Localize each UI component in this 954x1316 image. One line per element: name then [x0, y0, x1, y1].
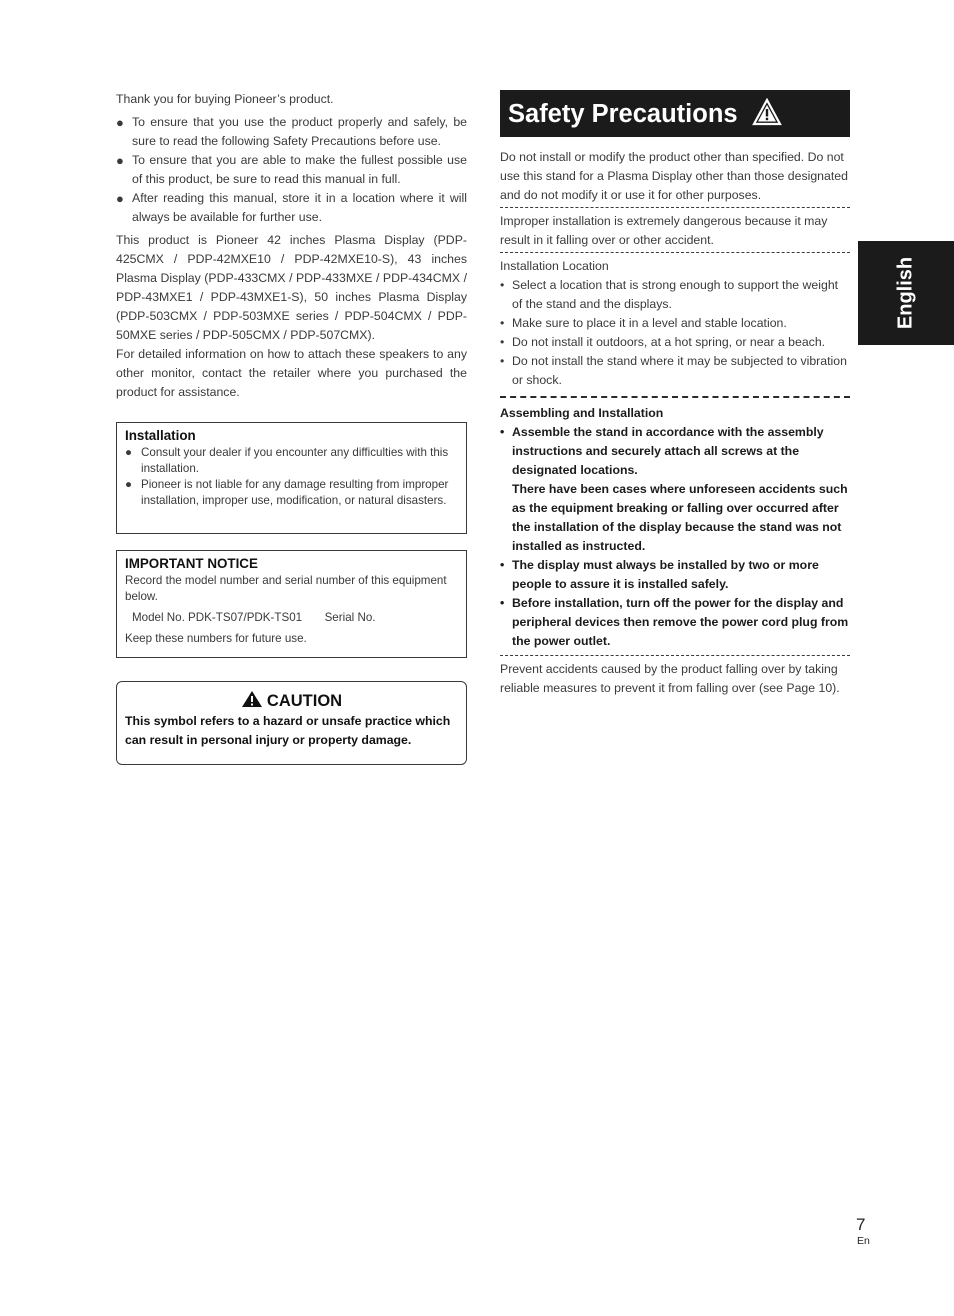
assembling-bullet-text: Assemble the stand in accordance with the assembly instructions and securely attach all screws at the designated locations.	[512, 425, 824, 477]
bullet-dot-icon: •	[500, 278, 505, 292]
location-bullet	[500, 276, 850, 314]
intro-bullet-text: To ensure that you use the product properly and safely, be sure to read the following Safety Precautions before use.	[132, 115, 467, 148]
notice-title: IMPORTANT NOTICE	[125, 556, 258, 571]
safety-title: Safety Precautions	[508, 100, 738, 128]
assembling-bullet	[500, 556, 850, 594]
prevent-paragraph: Prevent accidents caused by the product falling over by taking reliable measures to prevent it from falling over (see Page 10).	[500, 662, 840, 695]
bullet-dot-icon: ●	[125, 478, 133, 491]
bullet-dot-icon: •	[500, 425, 505, 439]
assembling-title: Assembling and Installation	[500, 406, 664, 420]
serial-label: Serial No.	[324, 611, 376, 624]
caution-box	[116, 681, 467, 765]
location-title: Installation Location	[500, 259, 609, 273]
safety-banner	[500, 90, 850, 137]
assembling-bullet	[500, 594, 850, 651]
warning-triangle-icon	[241, 690, 263, 708]
notice-text: Record the model number and serial number of this equipment below.	[125, 574, 447, 603]
important-notice-box	[116, 550, 467, 658]
dashed-divider-heavy	[500, 396, 850, 398]
intro-bullet-text: To ensure that you are able to make the fullest possible use of this product, be sure to read this manual in full.	[132, 153, 467, 186]
installation-bullet	[125, 477, 458, 509]
installation-bullet	[125, 445, 458, 477]
assembling-bullet	[500, 423, 850, 556]
intro-bullet	[116, 113, 467, 151]
safety-paragraph-2: Improper installation is extremely dangerous because it may result in it falling over or other accident.	[500, 214, 828, 247]
product-paragraph: This product is Pioneer 42 inches Plasma Display (PDP-425CMX / PDP-42MXE10 / PDP-42MXE10-S), 43 inches Plasma Display (PDP-433CMX / PDP-433MXE / PDP-434CMX / PDP-43MXE1 / PDP-43MXE1-S), 50 inches Plasma Display (PDP-503CMX / PDP-503MXE series / PDP-504CMX / PDP-50MXE series / PDP-505CMX / PDP-507CMX).	[116, 233, 467, 342]
dashed-divider	[500, 655, 850, 656]
bullet-dot-icon: ●	[116, 115, 124, 130]
location-bullet	[500, 352, 850, 390]
caution-heading	[125, 690, 458, 712]
intro-thanks: Thank you for buying Pioneer’s product.	[116, 92, 334, 106]
page-number: 7	[856, 1215, 866, 1234]
intro-bullet-text: After reading this manual, store it in a location where it will always be available for further use.	[132, 191, 467, 224]
location-bullet-text: Do not install it outdoors, at a hot spring, or near a beach.	[512, 335, 826, 349]
warning-triangle-icon	[752, 98, 782, 126]
intro-section	[116, 90, 467, 402]
assembling-bullet-text: Before installation, turn off the power for the display and peripheral devices then remove the power cord plug from the power outlet.	[512, 596, 849, 648]
bullet-dot-icon: ●	[116, 191, 124, 206]
bullet-dot-icon: •	[500, 354, 505, 368]
detail-paragraph: For detailed information on how to attach these speakers to any other monitor, contact the retailer where you purchased the product for assistance.	[116, 347, 467, 399]
installation-title: Installation	[125, 428, 196, 443]
dashed-divider	[500, 252, 850, 253]
installation-bullet-text: Consult your dealer if you encounter any difficulties with this installation.	[141, 446, 449, 475]
location-bullet-text: Select a location that is strong enough to support the weight of the stand and the displays.	[512, 278, 839, 311]
intro-bullet	[116, 189, 467, 227]
caution-title: CAUTION	[266, 692, 343, 710]
location-bullet-text: Make sure to place it in a level and stable location.	[512, 316, 787, 330]
bullet-dot-icon: •	[500, 558, 505, 572]
page-language: En	[857, 1235, 870, 1247]
location-bullet	[500, 314, 850, 333]
safety-paragraph-1: Do not install or modify the product other than specified. Do not use this stand for a Plasma Display other than those designated and do not modify it or use it for other purposes.	[500, 150, 848, 202]
caution-text: This symbol refers to a hazard or unsafe practice which can result in personal injury or property damage.	[125, 714, 451, 747]
assembling-bullet-extra: There have been cases where unforeseen accidents such as the equipment breaking or falling over occurred after the installation of the display because the stand was not installed as instructed.	[512, 482, 848, 553]
bullet-dot-icon: •	[500, 335, 505, 349]
intro-bullet	[116, 151, 467, 189]
bullet-dot-icon: •	[500, 596, 505, 610]
bullet-dot-icon: ●	[116, 153, 124, 168]
installation-bullet-text: Pioneer is not liable for any damage resulting from improper installation, improper use, modification, or natural disasters.	[141, 478, 449, 507]
bullet-dot-icon: ●	[125, 446, 133, 459]
language-tab-label: English	[894, 256, 917, 330]
bullet-dot-icon: •	[500, 316, 505, 330]
notice-keep-text: Keep these numbers for future use.	[125, 632, 307, 645]
installation-box	[116, 422, 467, 534]
location-bullet-text: Do not install the stand where it may be subjected to vibration or shock.	[512, 354, 847, 387]
model-number: Model No. PDK-TS07/PDK-TS01	[132, 611, 303, 624]
dashed-divider	[500, 207, 850, 208]
notice-model-line	[125, 610, 458, 626]
safety-section	[500, 148, 850, 698]
assembling-bullet-text: The display must always be installed by two or more people to assure it is installed safely.	[512, 558, 819, 591]
location-bullet	[500, 333, 850, 352]
language-tab	[858, 241, 954, 345]
